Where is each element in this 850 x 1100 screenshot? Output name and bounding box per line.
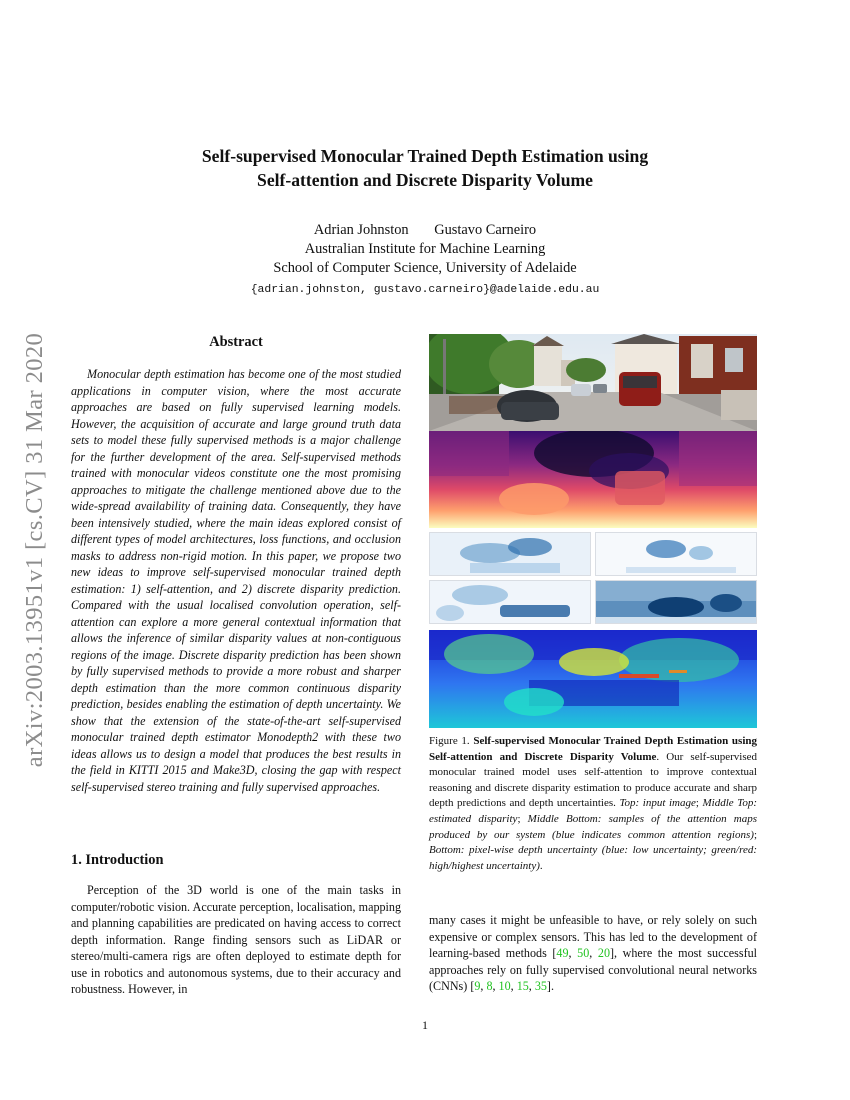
citation-link[interactable]: 9 bbox=[474, 979, 481, 993]
title-line-2: Self-attention and Discrete Disparity Volume bbox=[257, 170, 593, 190]
citation-link[interactable]: 50 bbox=[577, 946, 590, 960]
page-number: 1 bbox=[422, 1018, 428, 1032]
uncertainty-map bbox=[429, 630, 757, 728]
figure-caption-body: . Our self-supervised monocular trained model uses self-attention to improve contextual reasoning and discrete disparity estimation to produce accurate and sharp depth predictions and depth uncertainties. bbox=[429, 750, 757, 810]
citation-link[interactable]: 49 bbox=[556, 946, 569, 960]
author-name: Gustavo Carneiro bbox=[434, 222, 537, 238]
affiliation-2: School of Computer Science, University of Adelaide bbox=[273, 260, 577, 276]
introduction-text: Perception of the 3D world is one of the main tasks in computer/robotic vision. Accurate perception, localisation, mapping and planning capabilities are predicated on having access to correct depth information. Range finding sensors such as LiDAR or stereo/multi-camera rigs are often deployed to estimate depth for use in robotics and autonomous systems, due to their accuracy and robustness. However, in bbox=[71, 883, 401, 996]
author-block bbox=[0, 221, 850, 300]
citation-link[interactable]: 10 bbox=[498, 979, 511, 993]
introduction-heading: 1. Introduction bbox=[71, 852, 164, 868]
paper-title bbox=[0, 144, 850, 192]
citation-link[interactable]: 8 bbox=[486, 979, 493, 993]
disparity-map bbox=[429, 431, 757, 528]
caption-bottom: Bottom: pixel-wise depth uncertainty (blue: low uncertainty; green/red: high/highest uncertainty) bbox=[429, 844, 757, 872]
input-image bbox=[429, 334, 757, 431]
caption-middle-top: Middle Top: estimated disparity bbox=[429, 797, 758, 825]
caption-top: Top: input image bbox=[619, 797, 696, 810]
citation-link[interactable]: 35 bbox=[534, 979, 547, 993]
attention-map bbox=[429, 532, 591, 576]
figure-caption: Figure 1. Self-supervised Monocular Trained Depth Estimation using Self-attention and Discrete Disparity Volume. Our self-supervised monocular trained model uses self-attention to improve contextual reasoning and discrete disparity estimation to produce accurate and sharp depth predictions and depth uncertainties. Top: input image; Middle Top: estimated disparity; Middle Bottom: samples of the attention maps produced by our system (blue indicates common attention regions); Bottom: pixel-wise depth uncertainty (blue: low uncertainty; green/red: high/highest uncertainty). bbox=[429, 735, 758, 872]
title-line-1: Self-supervised Monocular Trained Depth Estimation using bbox=[201, 146, 649, 166]
figure-1 bbox=[429, 334, 757, 728]
author-names bbox=[0, 221, 850, 240]
body-text-right: many cases it might be unfeasible to have, or rely solely on such expensive or complex sensors. This has led to the development of learning-based methods [49, 50, 20], where the most successful approaches rely on fully supervised convolutional neural networks (CNNs) [9, 8, 10, 15, 35]. bbox=[429, 913, 758, 993]
citation-link[interactable]: 15 bbox=[516, 979, 529, 993]
figure-label: Figure 1. bbox=[429, 735, 470, 747]
caption-middle-bottom: Middle Bottom: samples of the attention maps produced by our system (blue indicates common attention regions) bbox=[429, 812, 757, 841]
abstract-heading: Abstract bbox=[209, 334, 263, 350]
attention-map bbox=[595, 532, 757, 576]
affiliation-1: Australian Institute for Machine Learning bbox=[304, 241, 546, 257]
arxiv-identifier bbox=[10, 290, 60, 810]
citation-link[interactable]: 20 bbox=[597, 946, 610, 960]
attention-map bbox=[429, 580, 591, 624]
author-name: Adrian Johnston bbox=[313, 222, 409, 238]
author-email: {adrian.johnston, gustavo.carneiro}@adelaide.edu.au bbox=[250, 284, 600, 296]
abstract-text: Monocular depth estimation has become one of the most studied applications in computer vision, where the most accurate approaches are based on fully supervised learning models. However, the acquisition of accurate and large ground truth data sets to model these fully supervised methods is a major challenge for the further development of the area. Self-supervised methods trained with monocular videos constitute one the most promising approaches to mitigate the challenge mentioned above due to the wide-spread availability of training data. Consequently, they have been intensively studied, where the main ideas explored consist of different types of model architectures, loss functions, and occlusion masks to address non-rigid motion. In this paper, we propose two new ideas to improve self-supervised monocular trained depth estimation: 1) self-attention, and 2) discrete disparity prediction. Compared with the usual localised convolution operation, self-attention can explore a more general contextual information that allows the inference of similar disparity values at non-contiguous regions of the image. Discrete disparity prediction has been shown by fully supervised methods to provide a more robust and sharper depth estimation than the more common continuous disparity prediction, besides enabling the estimation of depth uncertainty. We show that the extension of the state-of-the-art self-supervised monocular trained depth estimator Monodepth2 with these two ideas allows us to design a model that produces the best results in the field in KITTI 2015 and Make3D, closing the gap with respect self-supervised stereo training and fully supervised approaches. bbox=[71, 367, 401, 794]
attention-map bbox=[595, 580, 757, 624]
figure-caption-title: Self-supervised Monocular Trained Depth Estimation using Self-attention and Discrete Disparity Volume bbox=[429, 735, 757, 763]
arxiv-id-text: arXiv:2003.13951v1 [cs.CV] 31 Mar 2020 bbox=[21, 332, 48, 768]
